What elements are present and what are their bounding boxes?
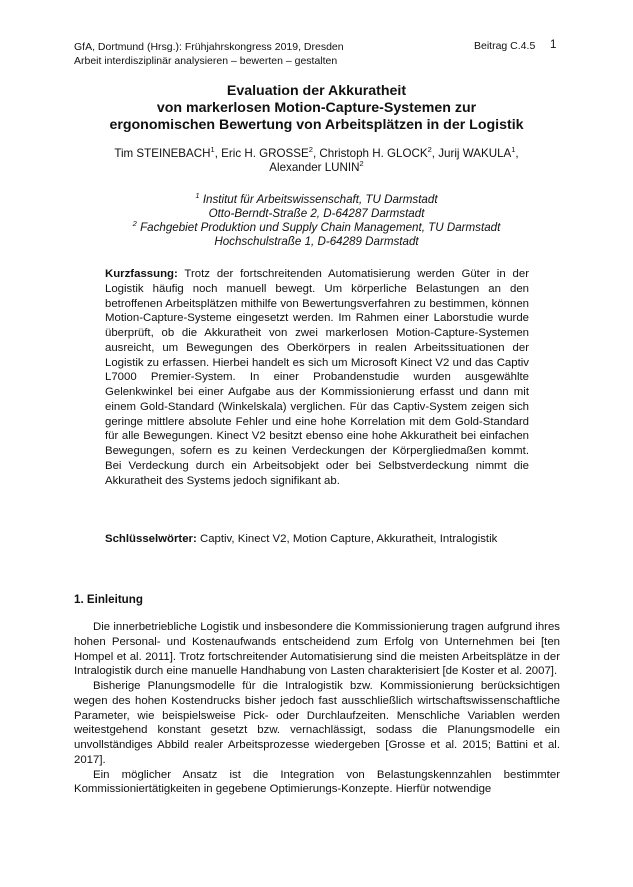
author-affil-marker: 2 [359,158,364,168]
section-body [74,620,560,797]
paragraph: Die innerbetriebliche Logistik und insbesondere die Kommissionierung tragen aufgrund ihres hohen Personal- und Kostenaufwands entscheidend zum Erfolg von Unternehmen bei [ten Hompel et al. 2011]. Trotz fortschreitender Automatisierung sind die meisten Arbeitsplätze in der Intralogistik durch eine manuelle Handhabung von Lasten charakterisiert [de Koster et al. 2007]. [74,621,560,678]
author-affil-marker: 1 [511,145,516,154]
header-theme: Arbeit interdisziplinär analysieren – bewerten – gestalten [74,55,338,67]
author-affil-marker: 1 [210,145,215,154]
running-header [74,40,344,68]
author-name: , Jurij WAKULA [431,147,512,160]
author-name: Alexander LUNIN [269,160,360,174]
author-affil-marker: 2 [427,145,432,154]
keywords-label: Schlüsselwörter: [105,533,197,545]
abstract [105,267,529,488]
author-list [0,147,633,174]
article-number: Beitrag C.4.5 [474,40,536,52]
paragraph: Ein möglicher Ansatz ist die Integration von Belastungskennzahlen bestimmter Kommissioniertätigkeiten in gegebene Optimierungs-Konzepte. Hierfür notwendige [74,768,560,796]
keywords-text: Captiv, Kinect V2, Motion Capture, Akkuratheit, Intralogistik [196,533,498,545]
section-heading: 1. Einleitung [74,593,143,606]
abstract-label: Kurzfassung: [105,268,178,280]
title-line-1: Evaluation der Akkuratheit [226,83,407,99]
paper-title [0,83,633,134]
header-conference: GfA, Dortmund (Hrsg.): Frühjahrskongress 2019, Dresden [74,41,344,53]
affiliation-1: $^1$ Institut für Arbeitswissenschaft, TU Darmstadt [195,191,438,206]
author-name: , Christoph H. GLOCK [312,147,428,160]
keywords [105,532,529,547]
author-separator: , [515,147,519,160]
affiliation-2: $^2$ Fachgebiet Produktion und Supply Chain Management, TU Darmstadt [132,219,501,234]
page-number: 1 [550,39,557,51]
paragraph: Bisherige Planungsmodelle für die Intralogistik bzw. Kommissionierung berücksichtigen wegen des hohen Kostendrucks bisher jedoch fast ausschließlich wirtschaftswissenschaftliche Parameter, wie beispielsweise Pick- oder Durchlaufzeiten. Menschliche Variablen werden weitestgehend konstant gesetzt bzw. vernachlässigt, sodass die Planungsmodelle ein unvollständiges Abbild realer Arbeitsprozesse wiedergeben [Grosse et al. 2015; Battini et al. 2017]. [74,680,560,766]
author-name: , Eric H. GROSSE [214,147,309,160]
author-affil-marker: 2 [308,145,313,154]
title-line-3: ergonomischen Bewertung von Arbeitsplätzen in der Logistik [109,117,524,133]
affiliation-2-address: Hochschulstraße 1, D-64289 Darmstadt [214,235,419,248]
affiliations [0,193,633,249]
abstract-text: Trotz der fortschreitenden Automatisierung werden Güter in der Logistik häufig noch manuell bewegt. Um körperliche Belastungen an den betroffenen Arbeitsplätzen mithilfe von Bewertungsverfahren zu bestimmen, können Motion-Capture-Systeme eingesetzt werden. Im Rahmen einer Laborstudie wurde überprüft, ob die Akkuratheit von zwei markerlosen Motion-Capture-Systemen ausreicht, um Bewegungen des Oberkörpers in realen Arbeitssituationen der Logistik zu erfassen. Hierbei handelt es sich um Microsoft Kinect V2 und das Captiv L7000 Premier-System. In einer Probandenstudie wurden ausgewählte Gelenkwinkel bei einer Aufgabe aus der Kommissionierung erfasst und dann mit einem Gold-Standard (Winkelskala) verglichen. Für das Captiv-System zeigen sich geringe mittlere absolute Fehler und eine hohe Korrelation mit dem Gold-Standard für alle Bewegungen. Kinect V2 besitzt ebenso eine hohe Akkuratheit bei einfachen Bewegungen, sofern es zu keinen Verdeckungen der Körpergliedmaßen kommt. Bei Verdeckung durch ein Arbeitsobjekt oder bei Selbstverdeckung nimmt die Akkuratheit des Systems jedoch signifikant ab. [105,268,529,487]
author-name: Tim STEINEBACH [114,147,211,160]
title-line-2: von markerlosen Motion-Capture-Systemen zur [156,100,477,116]
affiliation-1-address: Otto-Berndt-Straße 2, D-64287 Darmstadt [208,207,425,220]
